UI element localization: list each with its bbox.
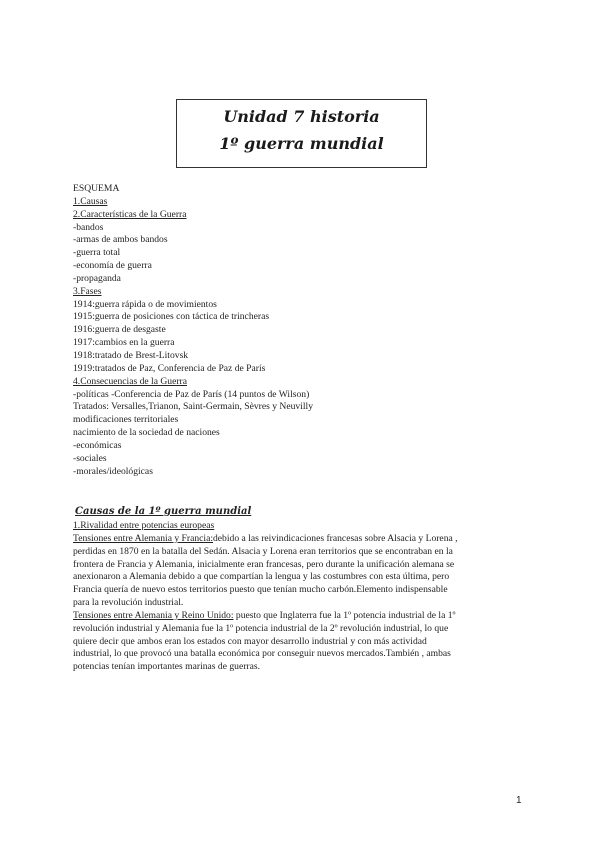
paragraph-line: puesto que Inglaterra fue la 1º potencia industrial de la 1º	[233, 609, 456, 621]
paragraph-line: debido a las reivindicaciones francesas sobre Alsacia y Lorena ,	[213, 532, 458, 544]
paragraph-line: anexionaron a Alemania debido a que compartían la lengua y las costumbres con esta última, pero	[73, 571, 450, 583]
outline-item: -guerra total	[73, 247, 121, 259]
paragraph-line: frontera de Francia y Alemania, inicialmente eran francesas, pero durante la unificación alemana se	[73, 558, 455, 570]
outline-item: 1914:guerra rápida o de movimientos	[73, 298, 217, 310]
outline-item: nacimiento de la sociedad de naciones	[73, 427, 220, 439]
paragraph-line: industrial, lo que provocó una batalla económica por conseguir nuevos mercados.También , ambas	[73, 648, 451, 660]
paragraph-line: revolución industrial y Alemania fue la 1º potencia industrial de la 2º revolución industrial, lo que	[73, 622, 449, 634]
paragraph-label: Tensiones entre Alemania y Francia:	[73, 532, 213, 544]
outline-item: -sociales	[73, 452, 107, 464]
paragraph-line: potencias tenían importantes marinas de guerras.	[73, 661, 261, 673]
outline-list	[73, 183, 533, 478]
outline-item: modificaciones territoriales	[73, 414, 179, 426]
outline-item: 1915:guerra de posiciones con táctica de trincheras	[73, 311, 270, 323]
title-unit: Unidad 7 historia	[223, 107, 380, 126]
outline-item: -morales/ideológicas	[73, 465, 153, 477]
outline-item: 1919:tratados de Paz, Conferencia de Paz de París	[73, 362, 266, 374]
section-subheading: 1.Rivalidad entre potencias europeas	[73, 520, 215, 531]
outline-heading: 2.Características de la Guerra	[73, 208, 187, 220]
paragraph-label: Tensiones entre Alemania y Reino Unido:	[73, 609, 234, 621]
outline-item: -políticas -Conferencia de Paz de París (14 puntos de Wilson)	[73, 388, 310, 400]
title-box	[176, 99, 427, 168]
outline-item: -armas de ambos bandos	[73, 234, 168, 246]
outline-item: 1917:cambios en la guerra	[73, 337, 175, 349]
outline-item: 1916:guerra de desgaste	[73, 324, 166, 336]
outline-item: Tratados: Versalles,Trianon, Saint-Germain, Sèvres y Neuvilly	[73, 401, 313, 413]
paragraph-line: quiere decir que ambos eran los estados con mayor desarrollo industrial y con más actividad	[73, 635, 427, 647]
paragraph-line: perdidas en 1870 en la batalla del Sedán. Alsacia y Lorena eran territorios que se encontraban en la	[73, 545, 453, 557]
title-topic: 1º guerra mundial	[219, 134, 384, 153]
outline-heading: 4.Consecuencias de la Guerra	[73, 375, 188, 387]
section-title: Causas de la 1º guerra mundial	[75, 506, 252, 517]
page-number: 1	[516, 795, 522, 806]
outline-heading: 1.Causas	[73, 195, 108, 207]
outline-item: -propaganda	[73, 272, 121, 284]
paragraph-line: Francia quería de nuevo estos territorios puesto que tenían mucho carbón.Elemento indispensable	[73, 584, 448, 596]
outline-item: 1918:tratado de Brest-Litovsk	[73, 349, 189, 361]
outline-heading: 3.Fases	[73, 285, 102, 297]
outline-item: -economía de guerra	[73, 260, 152, 272]
paragraph-line: para la revolución industrial.	[73, 597, 184, 609]
outline-item: -económicas	[73, 439, 122, 451]
causes-section	[73, 505, 533, 674]
paragraph-france-germany	[73, 533, 533, 610]
outline-item: -bandos	[73, 221, 104, 233]
paragraph-germany-uk	[73, 610, 533, 674]
outline-item: ESQUEMA	[73, 183, 120, 194]
